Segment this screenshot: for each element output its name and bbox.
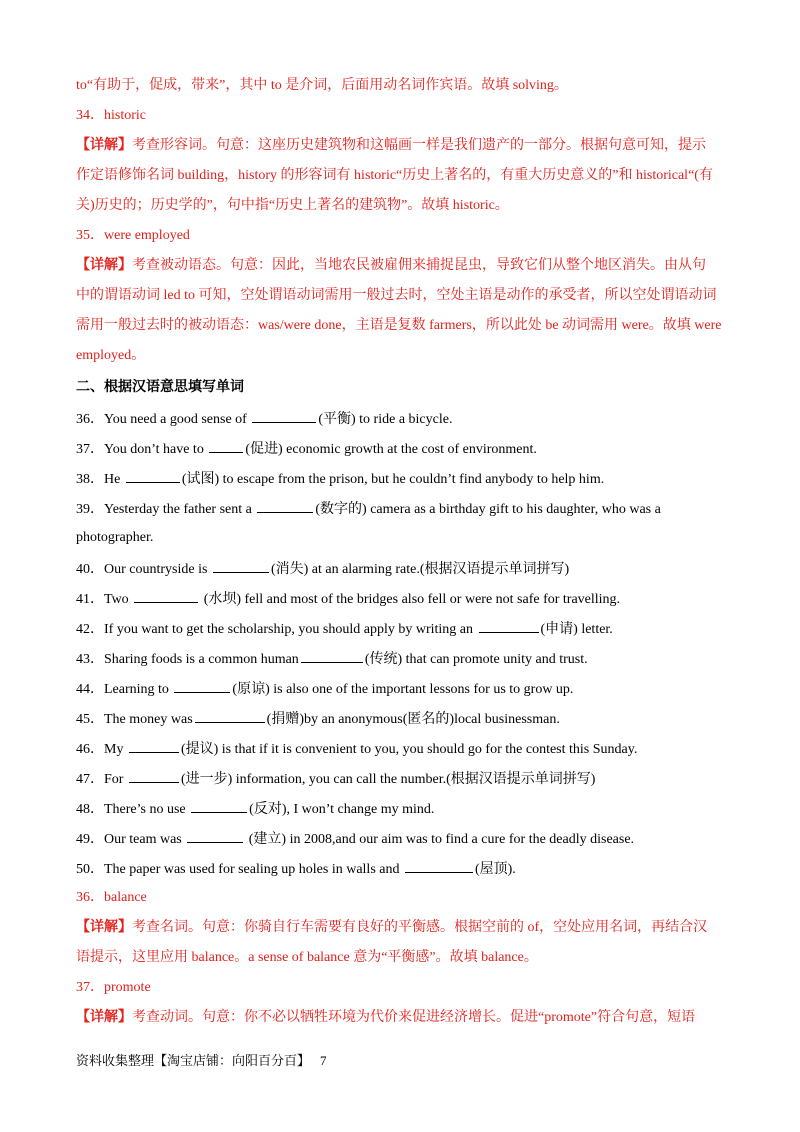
question-41: [76, 588, 726, 610]
answer-35-heading: 35．were employed: [76, 228, 190, 243]
question-hint: (捐赠)by an anonymous(匿名的)local businessman.: [266, 712, 560, 727]
question-44: [76, 678, 726, 700]
answer-blank[interactable]: [174, 678, 230, 693]
answer-blank[interactable]: [134, 588, 198, 603]
question-hint: (水坝) fell and most of the bridges also fell or were not safe for travelling.: [200, 592, 621, 607]
answer-34-explanation-line-3: 关)历史的；历史学的”，句中指“历史上著名的建筑物”。故填 historic。: [76, 198, 509, 213]
section-heading: 二、根据汉语意思填写单词: [76, 380, 244, 395]
answer-34-explanation-line-1: [76, 136, 726, 156]
answer-35-explanation-line-2: 中的谓语动词 led to 可知，空处谓语动词需用一般过去时，空处主语是动作的承受者，所以空处谓语动词: [76, 288, 717, 303]
answer-34-explanation-line-2: 作定语修饰名词 building，history 的形容词有 historic“历史上著名的，有重大历史意义的”和 historical“(有: [76, 168, 713, 183]
question-36: [76, 408, 726, 430]
question-hint: (试图) to escape from the prison, but he couldn’t find anybody to help him.: [181, 472, 605, 487]
question-text: 45．The money was: [76, 712, 193, 727]
question-hint: (消失) at an alarming rate.(根据汉语提示单词拼写): [270, 562, 570, 577]
question-47: [76, 768, 726, 790]
explanation-text: 考查形容词。句意：这座历史建筑物和这幅画一样是我们遗产的一部分。根据句意可知，提示: [132, 138, 706, 153]
answer-36-explanation-line-2: 语提示，这里应用 balance。a sense of balance 意为“平衡感”。故填 balance。: [76, 950, 538, 965]
explanation-tag: 【详解】: [76, 138, 132, 153]
answer-36-explanation-line-1: [76, 918, 726, 938]
answer-blank[interactable]: [257, 498, 313, 513]
answer-blank[interactable]: [195, 708, 265, 723]
question-45: [76, 708, 726, 730]
question-hint: (提议) is that if it is convenient to you, you should go for the contest this Sunday.: [180, 742, 638, 757]
explanation-text: 考查被动语态。句意：因此，当地农民被雇佣来捕捉昆虫，导致它们从整个地区消失。由从句: [132, 258, 706, 273]
question-text: 38．He: [76, 472, 124, 487]
answer-35-explanation-line-4: employed。: [76, 348, 146, 363]
answer-35-explanation-line-3: 需用一般过去时的被动语态：was/were done，主语是复数 farmers，所以此处 be 动词需用 were。故填 were: [76, 318, 722, 333]
answer-37-explanation-line-1: [76, 1008, 726, 1028]
answer-37-heading: 37．promote: [76, 980, 151, 995]
question-46: [76, 738, 726, 760]
answer-blank[interactable]: [191, 798, 247, 813]
question-hint: (屋顶).: [474, 862, 516, 877]
answer-blank[interactable]: [126, 468, 180, 483]
question-text: 46．My: [76, 742, 127, 757]
question-40: [76, 558, 726, 580]
answer-blank[interactable]: [129, 768, 179, 783]
question-text: 40．Our countryside is: [76, 562, 211, 577]
question-hint: (申请) letter.: [540, 622, 613, 637]
answer-blank[interactable]: [252, 408, 316, 423]
question-text: 41．Two: [76, 592, 133, 607]
question-39: [76, 498, 726, 520]
explanation-tag: 【详解】: [76, 258, 132, 273]
answer-35-explanation-line-1: [76, 256, 726, 276]
question-hint: (传统) that can promote unity and trust.: [364, 652, 588, 667]
explanation-text: 考查名词。句意：你骑自行车需要有良好的平衡感。根据空前的 of，空处应用名词，再结合汉: [132, 920, 708, 935]
question-text: 43．Sharing foods is a common human: [76, 652, 299, 667]
question-hint: (反对), I won’t change my mind.: [249, 802, 435, 817]
question-hint: (促进) economic growth at the cost of environment.: [245, 442, 537, 457]
question-hint: (平衡) to ride a bicycle.: [318, 412, 453, 427]
question-hint: (进一步) information, you can call the number.(根据汉语提示单词拼写): [180, 772, 596, 787]
answer-34-heading: 34．historic: [76, 108, 146, 123]
answer-blank[interactable]: [129, 738, 179, 753]
explanation-tag: 【详解】: [76, 920, 132, 935]
question-hint: (原谅) is also one of the important lessons for us to grow up.: [232, 682, 574, 697]
question-text: 44．Learning to: [76, 682, 173, 697]
answer-blank[interactable]: [301, 648, 363, 663]
question-43: [76, 648, 726, 670]
question-text: 39．Yesterday the father sent a: [76, 502, 256, 517]
question-text: 37．You don’t have to: [76, 442, 208, 457]
explanation-text: 考查动词。句意：你不必以牺牲环境为代价来促进经济增长。促进“promote”符合句意，短语: [132, 1010, 696, 1025]
answer-36-heading: 36．balance: [76, 890, 147, 905]
question-text: 49．Our team was: [76, 832, 186, 847]
page-footer: [76, 1052, 327, 1070]
question-49: [76, 828, 726, 850]
answer-33-continuation: to“有助于，促成，带来”，其中 to 是介词，后面用动名词作宾语。故填 solving。: [76, 78, 568, 93]
answer-blank[interactable]: [213, 558, 269, 573]
answer-blank[interactable]: [209, 438, 243, 453]
explanation-tag: 【详解】: [76, 1010, 132, 1025]
question-hint: (数字的) camera as a birthday gift to his daughter, who was a: [315, 502, 661, 517]
question-39-continuation: photographer.: [76, 530, 154, 545]
page-number: 7: [320, 1053, 327, 1068]
answer-blank[interactable]: [187, 828, 243, 843]
footer-text: 资料收集整理【淘宝店铺：向阳百分百】: [76, 1053, 311, 1068]
answer-blank[interactable]: [479, 618, 539, 633]
question-37: [76, 438, 726, 460]
question-48: [76, 798, 726, 820]
question-text: 47．For: [76, 772, 127, 787]
question-42: [76, 618, 726, 640]
answer-blank[interactable]: [405, 858, 473, 873]
question-text: 48．There’s no use: [76, 802, 190, 817]
question-hint: (建立) in 2008,and our aim was to find a cure for the deadly disease.: [245, 832, 635, 847]
question-text: 36．You need a good sense of: [76, 412, 251, 427]
question-text: 50．The paper was used for sealing up holes in walls and: [76, 862, 403, 877]
question-text: 42．If you want to get the scholarship, you should apply by writing an: [76, 622, 477, 637]
question-38: [76, 468, 726, 490]
question-50: [76, 858, 726, 880]
